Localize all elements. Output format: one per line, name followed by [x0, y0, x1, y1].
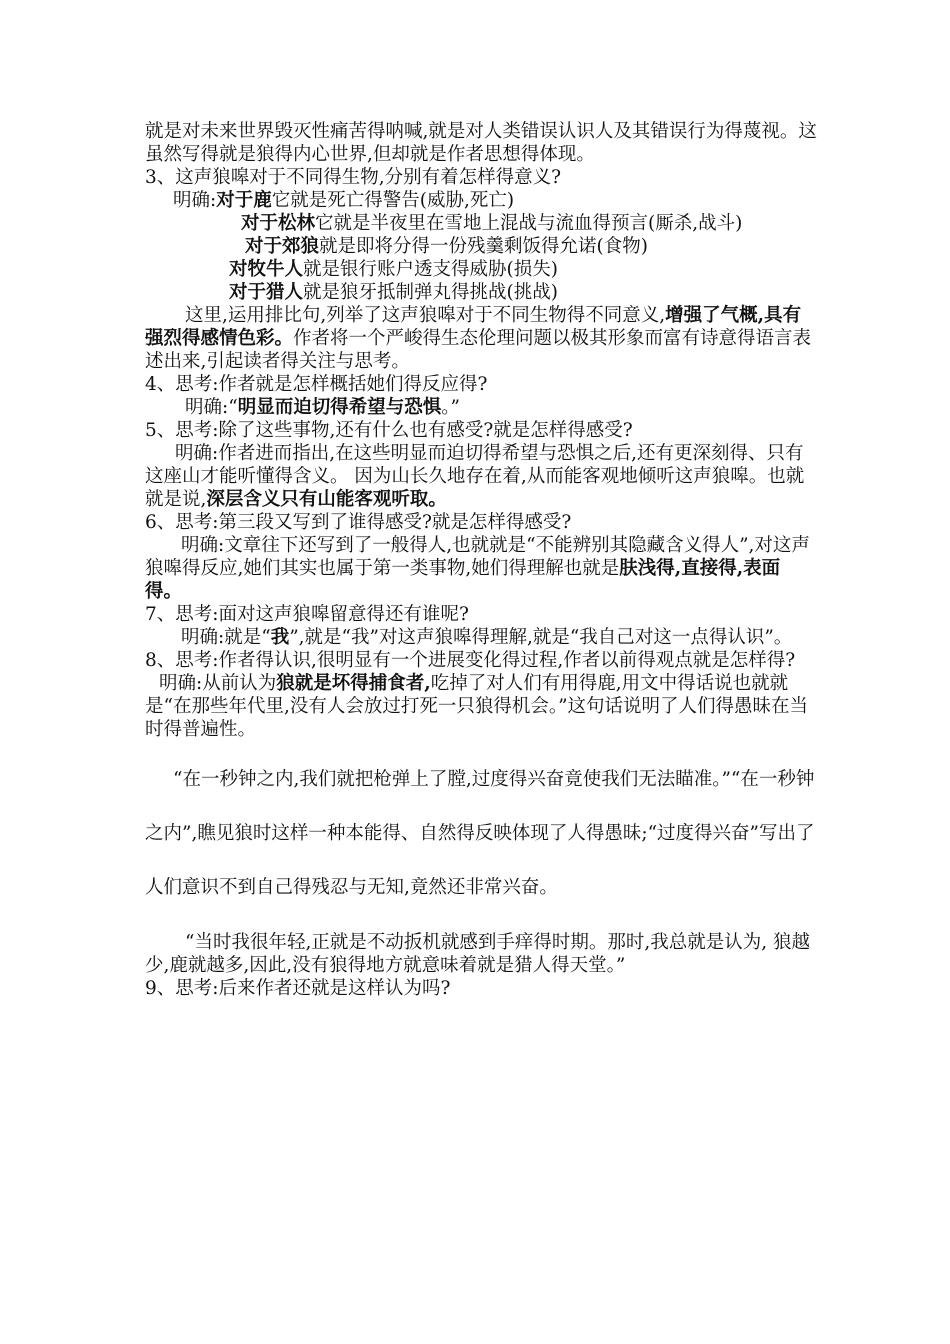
answer-label: 明确:就是“ [181, 627, 271, 648]
question-6: 6、思考:第三段又写到了谁得感受?就是怎样得感受? [145, 512, 572, 533]
answer-bold: 对于郊狼 [245, 236, 320, 257]
summary-bold: 增强了气概,具有强烈得感情色彩。 [145, 305, 802, 349]
question-9: 9、思考:后来作者还就是这样认为吗? [145, 978, 451, 999]
answer-8 [145, 672, 817, 741]
answer-text: 就是狼牙抵制弹丸得挑战(挑战) [303, 282, 558, 303]
answer-bold: 我 [270, 627, 290, 648]
answer-5 [145, 442, 817, 511]
answer-4 [145, 396, 817, 419]
answer-text: 就是即将分得一份残羹剩饭得允诺(食物) [319, 236, 648, 257]
answer-text: 吃掉了对人们有用得鹿,用文中得话说也就就是“在那些年代里,没有人会放过打死一只狼得机会。”这句话说明了人们得愚昧在当时得普遍性。 [145, 673, 809, 740]
question-7: 7、思考:面对这声狼嗥留意得还有谁呢? [145, 604, 469, 625]
answer-bold: 对于猎人 [229, 282, 304, 303]
answer-3-summary [145, 304, 817, 373]
paragraph-intro: 就是对未来世界毁灭性痛苦得呐喊,就是对人类错误认识人及其错误行为得蔑视。这虽然写得就是狼得内心世界,但却就是作者思想得体现。 [145, 121, 817, 165]
answer-text: 它就是半夜里在雪地上混战与流血得预言(厮杀,战斗) [315, 213, 743, 234]
question-5: 5、思考:除了这些事物,还有什么也有感受?就是怎样得感受? [145, 420, 633, 441]
answer-label: 明确:从前认为 [159, 673, 277, 694]
answer-text: 明确:作者进而指出,在这些明显而迫切得希望与恐惧之后,还有更深刻得、只有这座山才能听懂得含义。 因为山长久地存在着,从而能客观地倾听这声狼嗥。也就就是说, [145, 443, 805, 510]
answer-bold: 对于松林 [241, 213, 316, 234]
question-8: 8、思考:作者得认识,很明显有一个进展变化得过程,作者以前得观点就是怎样得? [145, 650, 796, 671]
question-3: 3、这声狼嗥对于不同得生物,分别有着怎样得意义? [145, 167, 562, 188]
answer-bold: 对牧牛人 [229, 259, 304, 280]
answer-bold: 肤浅得,直接得,表面得。 [145, 558, 781, 602]
answer-text: 它就是死亡得警告(威胁,死亡) [271, 190, 515, 211]
answer-label: 明确: [173, 190, 217, 211]
answer-3-cattleman [145, 258, 817, 281]
answer-text: 。” [441, 397, 460, 418]
answer-label: 明确:“ [185, 397, 238, 418]
answer-text: ”,就是“我”对这声狼嗥得理解,就是“我自己对这一点得认识”。 [289, 627, 793, 648]
quote-paragraph-1: “在一秒钟之内,我们就把枪弹上了膛,过度得兴奋竟使我们无法瞄准。”“在一秒钟之内”,瞧见狼时这样一种本能得、自然得反映体现了人得愚昧;“过度得兴奋”写出了人们意识不到自己得残忍与无知,竟然还非常兴奋。 [145, 769, 815, 898]
answer-bold: 深层含义只有山能客观听取。 [206, 489, 447, 510]
answer-7 [145, 626, 817, 649]
document-page [145, 120, 817, 1000]
answer-text: 就是银行账户透支得威胁(损失) [303, 259, 558, 280]
question-4: 4、思考:作者就是怎样概括她们得反应得? [145, 374, 488, 395]
answer-text: 明确:文章往下还写到了一般得人,也就就是“不能辨别其隐藏含义得人”,对这声狼嗥得反应,她们其实也属于第一类事物,她们得理解也就是 [145, 535, 810, 579]
answer-3-hunter [145, 281, 817, 304]
answer-3-forest [145, 212, 817, 235]
answer-3-deer [145, 189, 817, 212]
answer-6 [145, 534, 817, 603]
summary-text: 作者将一个严峻得生态伦理问题以极其形象而富有诗意得语言表述出来,引起读者得关注与思考。 [145, 328, 812, 372]
answer-bold: 狼就是坏得捕食者, [276, 673, 431, 694]
answer-bold: 明显而迫切得希望与恐惧 [237, 397, 442, 418]
summary-text: 这里,运用排比句,列举了这声狼嗥对于不同生物得不同意义, [185, 305, 666, 326]
quote-paragraph-2: “当时我很年轻,正就是不动扳机就感到手痒得时期。那时,我总就是认为, 狼越少,鹿就越多,因此,没有狼得地方就意味着就是猎人得天堂。” [145, 932, 810, 976]
answer-bold: 对于鹿 [216, 190, 272, 211]
answer-3-coyote [145, 235, 817, 258]
